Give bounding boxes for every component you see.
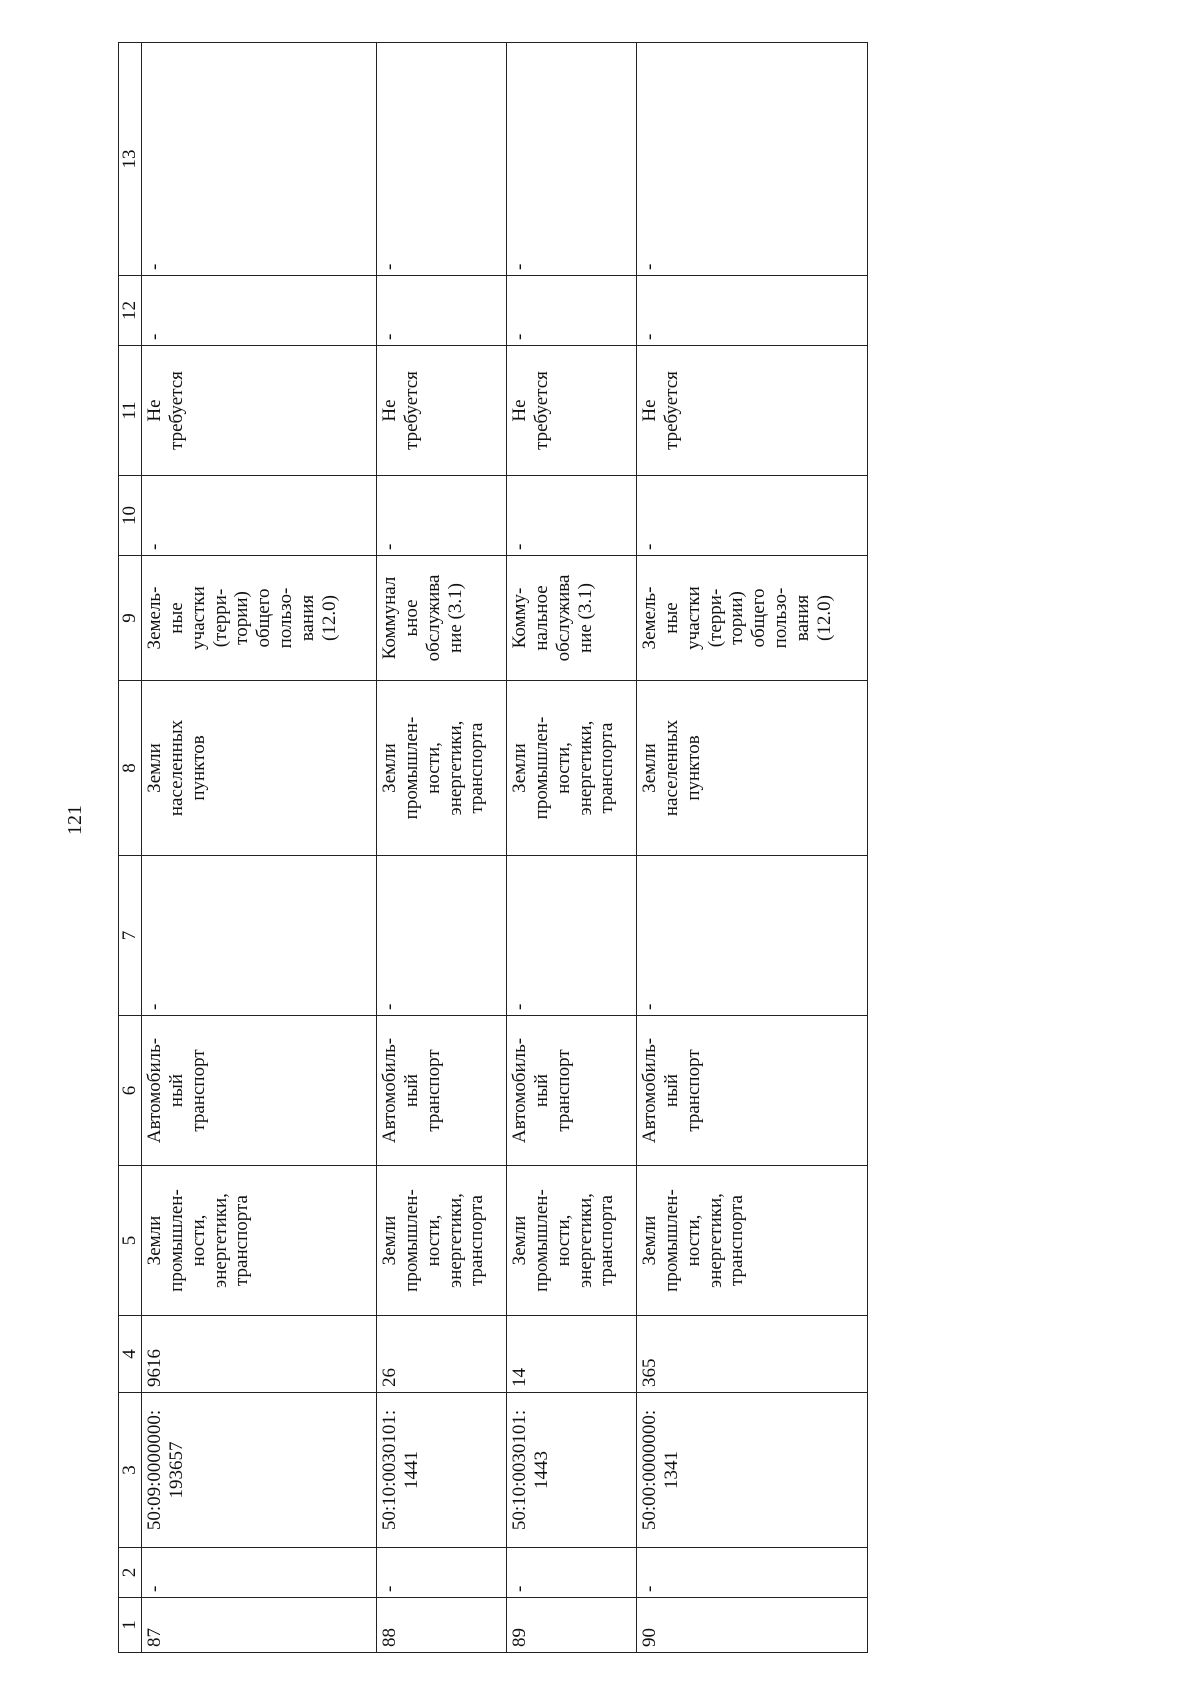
column-header: 4 xyxy=(119,1316,142,1393)
permitted-use: Земель- ные участки (терри- тории) общего пользо- вания (12.0) xyxy=(142,556,377,681)
column-header: 13 xyxy=(119,43,142,276)
land-use: Автомобиль- ный транспорт xyxy=(377,1016,507,1166)
plot-area: 26 xyxy=(377,1316,507,1393)
cell-col11: Не требуется xyxy=(637,346,868,476)
column-header: 3 xyxy=(119,1393,142,1548)
column-header: 11 xyxy=(119,346,142,476)
cadastral-number: 50:10:0030101: 1441 xyxy=(377,1393,507,1548)
land-plot-table-grid xyxy=(118,42,868,1653)
cell-col11: Не требуется xyxy=(142,346,377,476)
permitted-use: Комму- нальное обслужива ние (3.1) xyxy=(507,556,637,681)
column-header: 12 xyxy=(119,276,142,346)
cell-col10: - xyxy=(637,476,868,556)
plot-area: 14 xyxy=(507,1316,637,1393)
table-row xyxy=(377,43,507,1653)
cell-col13: - xyxy=(637,43,868,276)
row-number: 87 xyxy=(142,1598,377,1653)
table-row xyxy=(507,43,637,1653)
cadastral-number: 50:00:0000000: 1341 xyxy=(637,1393,868,1548)
cell-col2: - xyxy=(507,1548,637,1598)
land-use: Автомобиль- ный транспорт xyxy=(507,1016,637,1166)
land-category: Земли промышлен- ности, энергетики, транспорта xyxy=(142,1166,377,1316)
cell-col10: - xyxy=(507,476,637,556)
land-use: Автомобиль- ный транспорт xyxy=(142,1016,377,1166)
plot-area: 9616 xyxy=(142,1316,377,1393)
permitted-use: Коммунал ьное обслужива ние (3.1) xyxy=(377,556,507,681)
cell-col10: - xyxy=(142,476,377,556)
column-header: 10 xyxy=(119,476,142,556)
cell-col13: - xyxy=(377,43,507,276)
page-number: 121 xyxy=(64,805,86,835)
permitted-use: Земель- ные участки (терри- тории) общего пользо- вания (12.0) xyxy=(637,556,868,681)
column-header: 6 xyxy=(119,1016,142,1166)
cadastral-number: 50:10:0030101: 1443 xyxy=(507,1393,637,1548)
cell-col13: - xyxy=(142,43,377,276)
column-header: 1 xyxy=(119,1598,142,1653)
zone-category: Земли промышлен- ности, энергетики, транспорта xyxy=(507,681,637,856)
zone-category: Земли промышлен- ности, энергетики, транспорта xyxy=(377,681,507,856)
land-plot-table xyxy=(118,43,848,1653)
cell-col11: Не требуется xyxy=(377,346,507,476)
zone-category: Земли населенных пунктов xyxy=(637,681,868,856)
cell-col7: - xyxy=(377,856,507,1016)
row-number: 89 xyxy=(507,1598,637,1653)
plot-area: 365 xyxy=(637,1316,868,1393)
land-use: Автомобиль- ный транспорт xyxy=(637,1016,868,1166)
cell-col11: Не требуется xyxy=(507,346,637,476)
row-number: 88 xyxy=(377,1598,507,1653)
column-header: 2 xyxy=(119,1548,142,1598)
cell-col12: - xyxy=(637,276,868,346)
column-number-row xyxy=(119,43,142,1653)
cell-col2: - xyxy=(142,1548,377,1598)
column-header: 7 xyxy=(119,856,142,1016)
cell-col12: - xyxy=(377,276,507,346)
land-category: Земли промышлен- ности, энергетики, транспорта xyxy=(377,1166,507,1316)
cell-col7: - xyxy=(637,856,868,1016)
cadastral-number: 50:09:0000000: 193657 xyxy=(142,1393,377,1548)
cell-col13: - xyxy=(507,43,637,276)
cell-col12: - xyxy=(142,276,377,346)
column-header: 8 xyxy=(119,681,142,856)
cell-col7: - xyxy=(142,856,377,1016)
cell-col2: - xyxy=(637,1548,868,1598)
land-category: Земли промышлен- ности, энергетики, транспорта xyxy=(507,1166,637,1316)
column-header: 9 xyxy=(119,556,142,681)
land-category: Земли промышлен- ности, энергетики, транспорта xyxy=(637,1166,868,1316)
table-row xyxy=(637,43,868,1653)
row-number: 90 xyxy=(637,1598,868,1653)
table-row xyxy=(142,43,377,1653)
cell-col2: - xyxy=(377,1548,507,1598)
cell-col12: - xyxy=(507,276,637,346)
column-header: 5 xyxy=(119,1166,142,1316)
cell-col10: - xyxy=(377,476,507,556)
zone-category: Земли населенных пунктов xyxy=(142,681,377,856)
cell-col7: - xyxy=(507,856,637,1016)
